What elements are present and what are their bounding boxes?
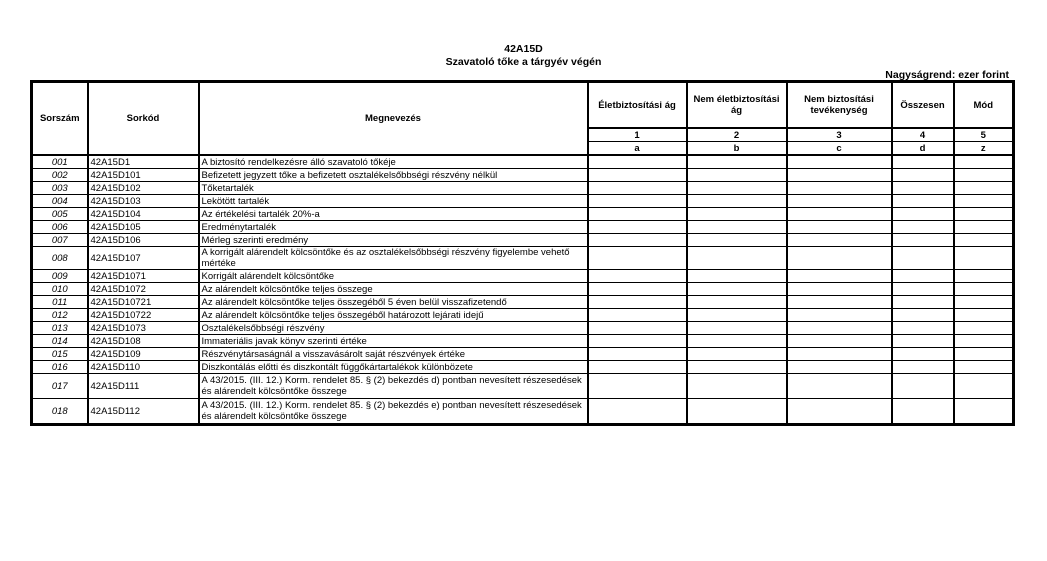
value-nem-biztositasi-cell[interactable] — [787, 348, 892, 361]
col-number: 1 — [588, 128, 687, 142]
row-code: 42A15D107 — [88, 247, 199, 270]
value-nem-eletbiztositasi-cell[interactable] — [687, 208, 787, 221]
table-row — [32, 221, 1014, 234]
value-mod-cell[interactable] — [954, 399, 1014, 425]
value-mod-cell[interactable] — [954, 182, 1014, 195]
table-row — [32, 374, 1014, 399]
row-description: A 43/2015. (III. 12.) Korm. rendelet 85. § (2) bekezdés e) pontban nevesített részesedések és alárendelt kölcsöntőke összege — [199, 399, 588, 425]
value-mod-cell[interactable] — [954, 348, 1014, 361]
row-number: 001 — [32, 155, 88, 169]
value-nem-biztositasi-cell[interactable] — [787, 221, 892, 234]
value-mod-cell[interactable] — [954, 296, 1014, 309]
col-letter: c — [787, 142, 892, 156]
value-nem-biztositasi-cell[interactable] — [787, 182, 892, 195]
table-row — [32, 195, 1014, 208]
value-nem-eletbiztositasi-cell[interactable] — [687, 169, 787, 182]
table-row — [32, 283, 1014, 296]
col-letter: a — [588, 142, 687, 156]
form-title: Szavatoló tőke a tárgyév végén — [445, 56, 602, 68]
value-eletbiztositasi-cell[interactable] — [588, 399, 687, 425]
table-row — [32, 234, 1014, 247]
col-header-nem-biztositasi: Nem biztosítási tevékenység — [787, 82, 892, 129]
value-mod-cell[interactable] — [954, 247, 1014, 270]
value-osszesen-cell[interactable] — [892, 309, 954, 322]
value-osszesen-cell[interactable] — [892, 283, 954, 296]
table-row — [32, 309, 1014, 322]
row-description: A korrigált alárendelt kölcsöntőke és az osztalékelsőbbségi részvény figyelembe vehető mértéke — [199, 247, 588, 270]
value-osszesen-cell[interactable] — [892, 155, 954, 169]
value-osszesen-cell[interactable] — [892, 208, 954, 221]
table-row — [32, 322, 1014, 335]
value-mod-cell[interactable] — [954, 309, 1014, 322]
value-nem-eletbiztositasi-cell[interactable] — [687, 283, 787, 296]
value-mod-cell[interactable] — [954, 374, 1014, 399]
value-nem-biztositasi-cell[interactable] — [787, 234, 892, 247]
row-number: 010 — [32, 283, 88, 296]
value-nem-biztositasi-cell[interactable] — [787, 169, 892, 182]
value-nem-biztositasi-cell[interactable] — [787, 335, 892, 348]
value-eletbiztositasi-cell[interactable] — [588, 182, 687, 195]
col-letter: b — [687, 142, 787, 156]
row-number: 016 — [32, 361, 88, 374]
value-eletbiztositasi-cell[interactable] — [588, 221, 687, 234]
value-mod-cell[interactable] — [954, 234, 1014, 247]
col-letter: d — [892, 142, 954, 156]
value-mod-cell[interactable] — [954, 195, 1014, 208]
value-nem-biztositasi-cell[interactable] — [787, 270, 892, 283]
form-code: 42A15D — [504, 43, 543, 55]
row-number: 003 — [32, 182, 88, 195]
value-nem-eletbiztositasi-cell[interactable] — [687, 182, 787, 195]
value-eletbiztositasi-cell[interactable] — [588, 361, 687, 374]
value-mod-cell[interactable] — [954, 155, 1014, 169]
value-nem-biztositasi-cell[interactable] — [787, 374, 892, 399]
col-number: 4 — [892, 128, 954, 142]
row-code: 42A15D1072 — [88, 283, 199, 296]
value-nem-biztositasi-cell[interactable] — [787, 195, 892, 208]
row-description: A 43/2015. (III. 12.) Korm. rendelet 85. § (2) bekezdés d) pontban nevesített részesedések és alárendelt kölcsöntőke összege — [199, 374, 588, 399]
row-description: Az alárendelt kölcsöntőke teljes összegéből 5 éven belül visszafizetendő — [199, 296, 588, 309]
value-nem-eletbiztositasi-cell[interactable] — [687, 270, 787, 283]
row-description: Osztalékelsőbbségi részvény — [199, 322, 588, 335]
value-nem-biztositasi-cell[interactable] — [787, 296, 892, 309]
value-eletbiztositasi-cell[interactable] — [588, 309, 687, 322]
row-code: 42A15D109 — [88, 348, 199, 361]
row-description: Az alárendelt kölcsöntőke teljes összege — [199, 283, 588, 296]
value-osszesen-cell[interactable] — [892, 182, 954, 195]
row-code: 42A15D111 — [88, 374, 199, 399]
row-code: 42A15D1071 — [88, 270, 199, 283]
row-description: Lekötött tartalék — [199, 195, 588, 208]
value-nem-eletbiztositasi-cell[interactable] — [687, 247, 787, 270]
value-mod-cell[interactable] — [954, 270, 1014, 283]
value-eletbiztositasi-cell[interactable] — [588, 195, 687, 208]
row-number: 011 — [32, 296, 88, 309]
value-osszesen-cell[interactable] — [892, 348, 954, 361]
row-number: 004 — [32, 195, 88, 208]
row-description: Részvénytársaságnál a visszavásárolt saját részvények értéke — [199, 348, 588, 361]
col-letter: z — [954, 142, 1014, 156]
row-code: 42A15D112 — [88, 399, 199, 425]
value-eletbiztositasi-cell[interactable] — [588, 335, 687, 348]
value-nem-eletbiztositasi-cell[interactable] — [687, 322, 787, 335]
value-osszesen-cell[interactable] — [892, 270, 954, 283]
value-nem-eletbiztositasi-cell[interactable] — [687, 348, 787, 361]
value-nem-biztositasi-cell[interactable] — [787, 155, 892, 169]
row-code: 42A15D108 — [88, 335, 199, 348]
col-number: 2 — [687, 128, 787, 142]
value-nem-eletbiztositasi-cell[interactable] — [687, 361, 787, 374]
row-description: Az alárendelt kölcsöntőke teljes összegéből határozott lejárati idejű — [199, 309, 588, 322]
value-eletbiztositasi-cell[interactable] — [588, 247, 687, 270]
row-code: 42A15D104 — [88, 208, 199, 221]
value-eletbiztositasi-cell[interactable] — [588, 270, 687, 283]
value-eletbiztositasi-cell[interactable] — [588, 322, 687, 335]
value-osszesen-cell[interactable] — [892, 361, 954, 374]
value-nem-biztositasi-cell[interactable] — [787, 283, 892, 296]
row-number: 007 — [32, 234, 88, 247]
col-header-osszesen: Összesen — [892, 82, 954, 129]
row-description: Korrigált alárendelt kölcsöntőke — [199, 270, 588, 283]
row-number: 012 — [32, 309, 88, 322]
row-number: 014 — [32, 335, 88, 348]
col-header-sorkod: Sorkód — [88, 82, 199, 156]
value-mod-cell[interactable] — [954, 283, 1014, 296]
row-code: 42A15D10721 — [88, 296, 199, 309]
value-osszesen-cell[interactable] — [892, 399, 954, 425]
table-row — [32, 169, 1014, 182]
value-nem-eletbiztositasi-cell[interactable] — [687, 234, 787, 247]
col-header-mod: Mód — [954, 82, 1014, 129]
table-row — [32, 399, 1014, 425]
table-row — [32, 208, 1014, 221]
value-nem-biztositasi-cell[interactable] — [787, 309, 892, 322]
table-row — [32, 247, 1014, 270]
value-nem-eletbiztositasi-cell[interactable] — [687, 155, 787, 169]
row-description: Tőketartalék — [199, 182, 588, 195]
row-description: Eredménytartalék — [199, 221, 588, 234]
value-nem-eletbiztositasi-cell[interactable] — [687, 296, 787, 309]
row-number: 002 — [32, 169, 88, 182]
value-osszesen-cell[interactable] — [892, 221, 954, 234]
row-description: Befizetett jegyzett tőke a befizetett osztalékelsőbbségi részvény nélkül — [199, 169, 588, 182]
value-osszesen-cell[interactable] — [892, 234, 954, 247]
table-row — [32, 296, 1014, 309]
value-osszesen-cell[interactable] — [892, 322, 954, 335]
row-number: 009 — [32, 270, 88, 283]
row-code: 42A15D106 — [88, 234, 199, 247]
row-code: 42A15D102 — [88, 182, 199, 195]
value-eletbiztositasi-cell[interactable] — [588, 169, 687, 182]
row-description: Diszkontálás előtti és diszkontált függőkártartalékok különbözete — [199, 361, 588, 374]
value-osszesen-cell[interactable] — [892, 247, 954, 270]
row-number: 005 — [32, 208, 88, 221]
value-nem-eletbiztositasi-cell[interactable] — [687, 374, 787, 399]
unit-label: Nagyságrend: ezer forint — [885, 69, 1009, 81]
row-code: 42A15D1 — [88, 155, 199, 169]
row-code: 42A15D105 — [88, 221, 199, 234]
value-mod-cell[interactable] — [954, 169, 1014, 182]
row-code: 42A15D101 — [88, 169, 199, 182]
value-nem-eletbiztositasi-cell[interactable] — [687, 221, 787, 234]
value-osszesen-cell[interactable] — [892, 335, 954, 348]
value-nem-biztositasi-cell[interactable] — [787, 399, 892, 425]
row-description: A biztosító rendelkezésre álló szavatoló tőkéje — [199, 155, 588, 169]
value-nem-biztositasi-cell[interactable] — [787, 247, 892, 270]
value-mod-cell[interactable] — [954, 221, 1014, 234]
value-osszesen-cell[interactable] — [892, 195, 954, 208]
capital-table — [30, 80, 1015, 426]
value-nem-eletbiztositasi-cell[interactable] — [687, 399, 787, 425]
table-row — [32, 335, 1014, 348]
row-number: 008 — [32, 247, 88, 270]
table-row — [32, 155, 1014, 169]
value-nem-biztositasi-cell[interactable] — [787, 322, 892, 335]
value-mod-cell[interactable] — [954, 208, 1014, 221]
value-eletbiztositasi-cell[interactable] — [588, 348, 687, 361]
row-code: 42A15D10722 — [88, 309, 199, 322]
row-code: 42A15D103 — [88, 195, 199, 208]
row-number: 006 — [32, 221, 88, 234]
col-number: 3 — [787, 128, 892, 142]
value-nem-biztositasi-cell[interactable] — [787, 361, 892, 374]
value-mod-cell[interactable] — [954, 335, 1014, 348]
value-eletbiztositasi-cell[interactable] — [588, 374, 687, 399]
value-osszesen-cell[interactable] — [892, 296, 954, 309]
value-osszesen-cell[interactable] — [892, 374, 954, 399]
value-eletbiztositasi-cell[interactable] — [588, 234, 687, 247]
row-code: 42A15D1073 — [88, 322, 199, 335]
table-row — [32, 182, 1014, 195]
row-number: 015 — [32, 348, 88, 361]
value-nem-biztositasi-cell[interactable] — [787, 208, 892, 221]
value-osszesen-cell[interactable] — [892, 169, 954, 182]
value-nem-eletbiztositasi-cell[interactable] — [687, 195, 787, 208]
value-eletbiztositasi-cell[interactable] — [588, 283, 687, 296]
row-code: 42A15D110 — [88, 361, 199, 374]
row-number: 013 — [32, 322, 88, 335]
col-header-sorszam: Sorszám — [32, 82, 88, 156]
col-header-eletbiztositasi: Életbiztosítási ág — [588, 82, 687, 129]
row-number: 017 — [32, 374, 88, 399]
value-eletbiztositasi-cell[interactable] — [588, 155, 687, 169]
row-description: Mérleg szerinti eredmény — [199, 234, 588, 247]
table-row — [32, 348, 1014, 361]
value-nem-eletbiztositasi-cell[interactable] — [687, 335, 787, 348]
value-nem-eletbiztositasi-cell[interactable] — [687, 309, 787, 322]
table-row — [32, 361, 1014, 374]
col-number: 5 — [954, 128, 1014, 142]
value-eletbiztositasi-cell[interactable] — [588, 296, 687, 309]
row-description: Immateriális javak könyv szerinti értéke — [199, 335, 588, 348]
col-header-nem-eletbiztositasi: Nem életbiztosítási ág — [687, 82, 787, 129]
value-mod-cell[interactable] — [954, 361, 1014, 374]
value-mod-cell[interactable] — [954, 322, 1014, 335]
col-header-megnevezes: Megnevezés — [199, 82, 588, 156]
row-description: Az értékelési tartalék 20%-a — [199, 208, 588, 221]
value-eletbiztositasi-cell[interactable] — [588, 208, 687, 221]
table-row — [32, 270, 1014, 283]
row-number: 018 — [32, 399, 88, 425]
